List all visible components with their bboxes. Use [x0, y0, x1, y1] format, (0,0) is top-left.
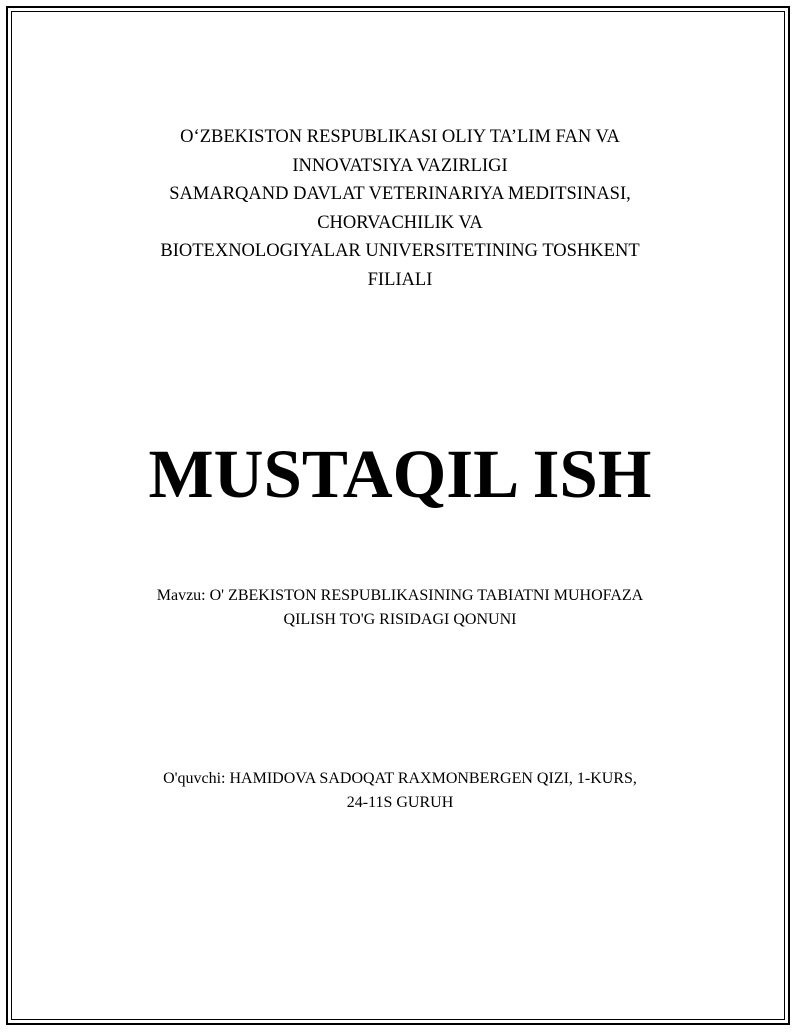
topic-line-1: Mavzu: O' ZBEKISTON RESPUBLIKASINING TABIATNI MUHOFAZA — [156, 587, 644, 604]
student-line-1: O'quvchi: HAMIDOVA SADOQAT RAXMONBERGEN QIZI, 1-KURS, — [163, 770, 637, 787]
header-line-branch: FILIALI — [367, 269, 433, 290]
header-line-ministry-1: O‘ZBEKISTON RESPUBLIKASI OLIY TA’LIM FAN VA — [180, 127, 620, 147]
header-line-university-2: CHORVACHILIK VA — [317, 212, 483, 233]
topic-block — [0, 584, 800, 632]
student-line-2: 24-11S GURUH — [346, 794, 454, 811]
header-line-ministry-2: INNOVATSIYA VAZIRLIGI — [292, 155, 508, 176]
header-line-university-1: SAMARQAND DAVLAT VETERINARIYA MEDITSINASI, — [169, 184, 631, 204]
student-block — [0, 767, 800, 815]
institution-header — [0, 123, 800, 294]
document-title: MUSTAQIL ISH — [148, 436, 652, 512]
header-line-university-3: BIOTEXNOLOGIYALAR UNIVERSITETINING TOSHKENT — [160, 241, 640, 261]
topic-line-2: QILISH TO'G RISIDAGI QONUNI — [283, 611, 517, 628]
